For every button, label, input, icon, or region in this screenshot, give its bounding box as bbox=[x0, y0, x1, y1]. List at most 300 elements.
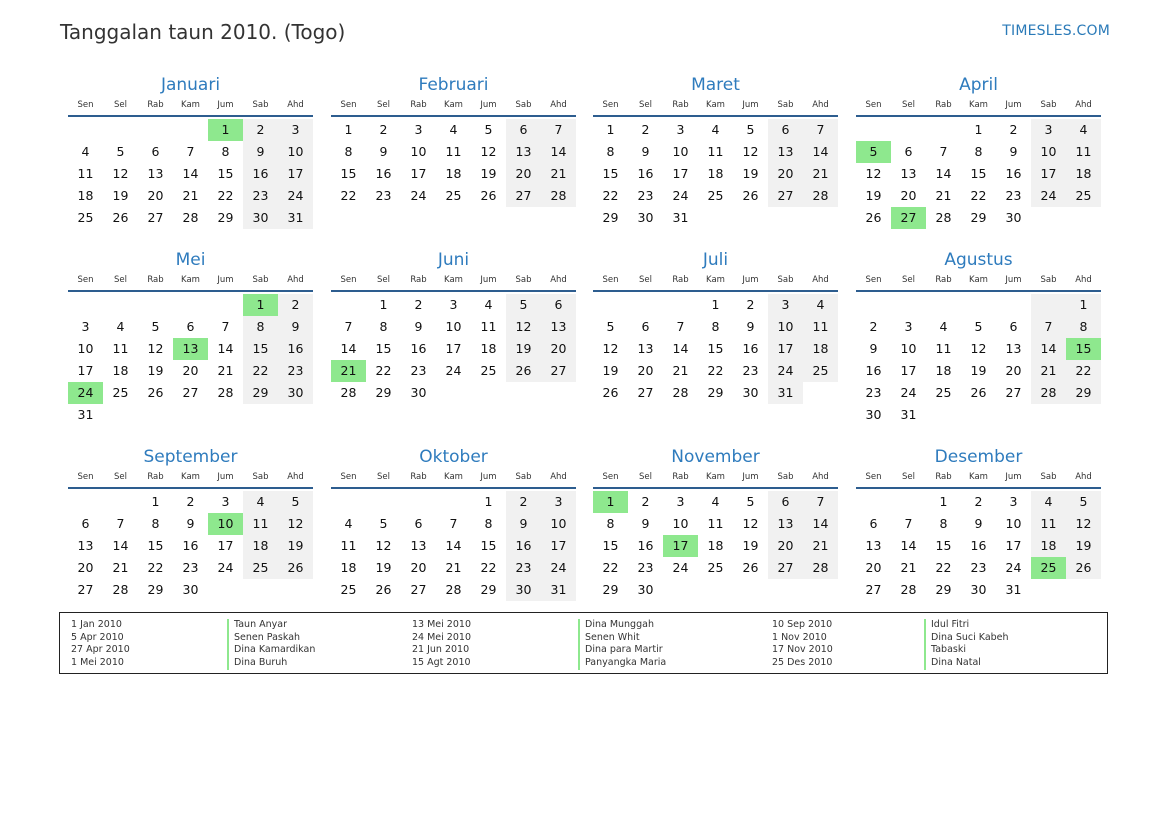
day-cell: 6 bbox=[1009, 319, 1018, 334]
day-cell: 4 bbox=[344, 516, 353, 531]
days-grid bbox=[593, 491, 838, 601]
weekday-label: Sab bbox=[777, 472, 794, 482]
weekday-label: Ahd bbox=[550, 100, 567, 110]
day-cell: 11 bbox=[112, 341, 129, 356]
day-cell: 13 bbox=[541, 316, 576, 338]
day-cell: 21 bbox=[803, 163, 838, 185]
empty-cell bbox=[1031, 579, 1066, 601]
legend-dates-column bbox=[412, 619, 471, 670]
day-cell: 25 bbox=[803, 360, 838, 382]
empty-cell bbox=[138, 294, 173, 316]
legend-holiday-name: Dina Natal bbox=[924, 657, 1009, 670]
day-cell: 22 bbox=[243, 360, 278, 382]
day-cell: 28 bbox=[803, 557, 838, 579]
day-cell: 15 bbox=[970, 166, 987, 181]
day-cell: 19 bbox=[1066, 535, 1101, 557]
empty-cell bbox=[436, 491, 471, 513]
legend-date: 25 Des 2010 bbox=[772, 657, 833, 669]
month-agustus bbox=[856, 249, 1101, 426]
day-cell: 11 bbox=[707, 516, 724, 531]
day-cell: 11 bbox=[340, 538, 357, 553]
day-cell: 5 bbox=[606, 319, 615, 334]
legend-holiday-name: Tabaski bbox=[924, 644, 1009, 657]
day-cell: 24 bbox=[768, 360, 803, 382]
day-cell: 30 bbox=[1005, 210, 1022, 225]
day-cell: 18 bbox=[707, 166, 724, 181]
day-cell: 27 bbox=[147, 210, 164, 225]
legend-date: 24 Mei 2010 bbox=[412, 631, 471, 643]
day-cell: 8 bbox=[484, 516, 493, 531]
weekday-header bbox=[68, 98, 313, 117]
day-cell: 25 bbox=[935, 385, 952, 400]
day-cell: 17 bbox=[77, 363, 94, 378]
month-title: November bbox=[671, 447, 760, 467]
day-cell: 27 bbox=[891, 207, 926, 229]
month-juli bbox=[593, 249, 838, 404]
day-cell: 23 bbox=[278, 360, 313, 382]
day-cell: 6 bbox=[768, 119, 803, 141]
days-grid bbox=[593, 119, 838, 229]
weekday-label: Sen bbox=[602, 275, 619, 285]
day-cell: 5 bbox=[278, 491, 313, 513]
day-cell: 1 bbox=[208, 119, 243, 141]
day-cell: 27 bbox=[541, 360, 576, 382]
day-cell: 2 bbox=[1009, 122, 1018, 137]
day-cell: 6 bbox=[768, 491, 803, 513]
day-cell: 12 bbox=[1066, 513, 1101, 535]
day-cell: 27 bbox=[77, 582, 94, 597]
day-cell: 9 bbox=[641, 144, 650, 159]
day-cell: 28 bbox=[1031, 382, 1066, 404]
day-cell: 15 bbox=[217, 166, 234, 181]
weekday-label: Jum bbox=[480, 275, 497, 285]
day-cell: 11 bbox=[77, 166, 94, 181]
day-cell: 19 bbox=[480, 166, 497, 181]
weekday-label: Rab bbox=[410, 472, 427, 482]
day-cell: 12 bbox=[480, 144, 497, 159]
legend-names-column bbox=[924, 619, 1009, 670]
legend-date: 1 Jan 2010 bbox=[71, 619, 122, 630]
day-cell: 13 bbox=[506, 141, 541, 163]
day-cell: 23 bbox=[506, 557, 541, 579]
day-cell: 14 bbox=[112, 538, 129, 553]
weekday-header bbox=[68, 470, 313, 489]
day-cell: 20 bbox=[182, 363, 199, 378]
day-cell: 17 bbox=[410, 166, 427, 181]
day-cell: 13 bbox=[768, 513, 803, 535]
day-cell: 25 bbox=[77, 210, 94, 225]
day-cell: 16 bbox=[637, 538, 654, 553]
day-cell: 16 bbox=[970, 538, 987, 553]
day-cell: 1 bbox=[344, 122, 353, 137]
day-cell: 15 bbox=[243, 338, 278, 360]
day-cell: 29 bbox=[935, 582, 952, 597]
day-cell: 4 bbox=[1031, 491, 1066, 513]
empty-cell bbox=[243, 579, 278, 601]
empty-cell bbox=[996, 294, 1031, 316]
day-cell: 16 bbox=[278, 338, 313, 360]
day-cell: 22 bbox=[217, 188, 234, 203]
legend-holiday-name: Idul Fitri bbox=[924, 619, 1009, 632]
day-cell: 26 bbox=[1066, 557, 1101, 579]
day-cell: 31 bbox=[768, 382, 803, 404]
day-cell: 18 bbox=[803, 338, 838, 360]
empty-cell bbox=[803, 207, 838, 229]
weekday-label: Rab bbox=[935, 275, 952, 285]
day-cell: 18 bbox=[1031, 535, 1066, 557]
empty-cell bbox=[856, 491, 891, 513]
day-cell: 12 bbox=[970, 341, 987, 356]
empty-cell bbox=[996, 404, 1031, 426]
day-cell: 20 bbox=[410, 560, 427, 575]
day-cell: 23 bbox=[742, 363, 759, 378]
site-link[interactable]: TIMESLES.COM bbox=[1002, 23, 1110, 39]
empty-cell bbox=[243, 404, 278, 426]
weekday-label: Sel bbox=[902, 472, 915, 482]
day-cell: 10 bbox=[1031, 141, 1066, 163]
weekday-label: Sel bbox=[639, 100, 652, 110]
day-cell: 12 bbox=[742, 516, 759, 531]
day-cell: 14 bbox=[445, 538, 462, 553]
day-cell: 18 bbox=[243, 535, 278, 557]
day-cell: 20 bbox=[1005, 363, 1022, 378]
day-cell: 24 bbox=[445, 363, 462, 378]
day-cell: 10 bbox=[278, 141, 313, 163]
legend-date: 27 Apr 2010 bbox=[71, 644, 130, 656]
day-cell: 14 bbox=[340, 341, 357, 356]
day-cell: 18 bbox=[77, 188, 94, 203]
weekday-label: Rab bbox=[147, 472, 164, 482]
day-cell: 13 bbox=[768, 141, 803, 163]
day-cell: 26 bbox=[112, 210, 129, 225]
legend-dates-column bbox=[71, 619, 130, 670]
day-cell: 12 bbox=[112, 166, 129, 181]
day-cell: 25 bbox=[1066, 185, 1101, 207]
weekday-label: Sel bbox=[377, 100, 390, 110]
weekday-label: Sab bbox=[515, 472, 532, 482]
empty-cell bbox=[366, 491, 401, 513]
empty-cell bbox=[173, 294, 208, 316]
day-cell: 30 bbox=[410, 385, 427, 400]
day-cell: 20 bbox=[506, 163, 541, 185]
day-cell: 3 bbox=[414, 122, 423, 137]
day-cell: 20 bbox=[865, 560, 882, 575]
day-cell: 8 bbox=[243, 316, 278, 338]
day-cell: 28 bbox=[541, 185, 576, 207]
day-cell: 30 bbox=[278, 382, 313, 404]
day-cell: 1 bbox=[484, 494, 493, 509]
day-cell: 14 bbox=[541, 141, 576, 163]
day-cell: 16 bbox=[742, 341, 759, 356]
weekday-label: Sel bbox=[639, 275, 652, 285]
day-cell: 22 bbox=[147, 560, 164, 575]
day-cell: 31 bbox=[278, 207, 313, 229]
day-cell: 13 bbox=[173, 338, 208, 360]
empty-cell bbox=[768, 579, 803, 601]
weekday-header bbox=[331, 470, 576, 489]
month-juni bbox=[331, 249, 576, 404]
day-cell: 6 bbox=[81, 516, 90, 531]
day-cell: 18 bbox=[480, 341, 497, 356]
day-cell: 28 bbox=[445, 582, 462, 597]
empty-cell bbox=[331, 491, 366, 513]
day-cell: 2 bbox=[379, 122, 388, 137]
day-cell: 5 bbox=[116, 144, 125, 159]
day-cell: 25 bbox=[445, 188, 462, 203]
legend-names-column bbox=[578, 619, 666, 670]
day-cell: 1 bbox=[939, 494, 948, 509]
day-cell: 26 bbox=[147, 385, 164, 400]
weekday-label: Ahd bbox=[287, 275, 304, 285]
weekday-label: Sel bbox=[377, 275, 390, 285]
month-september bbox=[68, 446, 313, 601]
empty-cell bbox=[961, 404, 996, 426]
day-cell: 22 bbox=[707, 363, 724, 378]
weekday-label: Sab bbox=[515, 275, 532, 285]
month-title: Februari bbox=[418, 75, 489, 95]
day-cell: 26 bbox=[480, 188, 497, 203]
day-cell: 13 bbox=[410, 538, 427, 553]
weekday-label: Sel bbox=[377, 472, 390, 482]
day-cell: 14 bbox=[217, 341, 234, 356]
day-cell: 5 bbox=[746, 122, 755, 137]
weekday-label: Sel bbox=[639, 472, 652, 482]
days-grid bbox=[68, 294, 313, 426]
day-cell: 21 bbox=[445, 560, 462, 575]
legend-holiday-name: Dina Munggah bbox=[578, 619, 666, 632]
day-cell: 1 bbox=[974, 122, 983, 137]
day-cell: 25 bbox=[707, 188, 724, 203]
day-cell: 16 bbox=[1005, 166, 1022, 181]
day-cell: 27 bbox=[182, 385, 199, 400]
empty-cell bbox=[1066, 404, 1101, 426]
day-cell: 30 bbox=[243, 207, 278, 229]
day-cell: 23 bbox=[410, 363, 427, 378]
day-cell: 26 bbox=[506, 360, 541, 382]
legend-date: 1 Mei 2010 bbox=[71, 657, 124, 669]
day-cell: 1 bbox=[711, 297, 720, 312]
day-cell: 19 bbox=[602, 363, 619, 378]
weekday-label: Kam bbox=[181, 100, 200, 110]
month-title: Oktober bbox=[419, 447, 488, 467]
day-cell: 23 bbox=[243, 185, 278, 207]
holiday-legend bbox=[59, 612, 1108, 674]
day-cell: 24 bbox=[278, 185, 313, 207]
empty-cell bbox=[471, 382, 506, 404]
legend-holiday-name: Senen Paskah bbox=[227, 632, 315, 645]
empty-cell bbox=[278, 404, 313, 426]
month-februari bbox=[331, 74, 576, 207]
day-cell: 27 bbox=[865, 582, 882, 597]
day-cell: 25 bbox=[112, 385, 129, 400]
weekday-label: Kam bbox=[444, 472, 463, 482]
weekday-label: Rab bbox=[147, 275, 164, 285]
days-grid bbox=[68, 119, 313, 229]
day-cell: 4 bbox=[1066, 119, 1101, 141]
day-cell: 19 bbox=[112, 188, 129, 203]
day-cell: 23 bbox=[182, 560, 199, 575]
empty-cell bbox=[768, 207, 803, 229]
day-cell: 4 bbox=[243, 491, 278, 513]
day-cell: 17 bbox=[663, 535, 698, 557]
day-cell: 22 bbox=[340, 188, 357, 203]
day-cell: 5 bbox=[1066, 491, 1101, 513]
day-cell: 16 bbox=[865, 363, 882, 378]
day-cell: 10 bbox=[672, 516, 689, 531]
month-desember bbox=[856, 446, 1101, 601]
day-cell: 9 bbox=[1009, 144, 1018, 159]
weekday-label: Ahd bbox=[812, 472, 829, 482]
month-title: Desember bbox=[934, 447, 1023, 467]
day-cell: 10 bbox=[77, 341, 94, 356]
day-cell: 3 bbox=[221, 494, 230, 509]
weekday-label: Sen bbox=[602, 472, 619, 482]
day-cell: 24 bbox=[541, 557, 576, 579]
day-cell: 11 bbox=[445, 144, 462, 159]
day-cell: 14 bbox=[803, 141, 838, 163]
day-cell: 23 bbox=[375, 188, 392, 203]
day-cell: 30 bbox=[742, 385, 759, 400]
weekday-label: Sen bbox=[77, 275, 94, 285]
day-cell: 18 bbox=[445, 166, 462, 181]
day-cell: 17 bbox=[541, 535, 576, 557]
day-cell: 21 bbox=[541, 163, 576, 185]
weekday-label: Jum bbox=[742, 275, 759, 285]
empty-cell bbox=[663, 294, 698, 316]
day-cell: 1 bbox=[1066, 294, 1101, 316]
empty-cell bbox=[103, 294, 138, 316]
day-cell: 21 bbox=[1031, 360, 1066, 382]
day-cell: 3 bbox=[676, 494, 685, 509]
empty-cell bbox=[103, 404, 138, 426]
day-cell: 30 bbox=[182, 582, 199, 597]
day-cell: 28 bbox=[340, 385, 357, 400]
month-januari bbox=[68, 74, 313, 229]
day-cell: 29 bbox=[147, 582, 164, 597]
weekday-label: Jum bbox=[480, 472, 497, 482]
day-cell: 22 bbox=[1066, 360, 1101, 382]
day-cell: 8 bbox=[151, 516, 160, 531]
legend-holiday-name: Senen Whit bbox=[578, 632, 666, 645]
day-cell: 19 bbox=[742, 538, 759, 553]
month-title: April bbox=[959, 75, 998, 95]
day-cell: 16 bbox=[410, 341, 427, 356]
day-cell: 19 bbox=[506, 338, 541, 360]
day-cell: 7 bbox=[939, 144, 948, 159]
weekday-label: Sen bbox=[340, 100, 357, 110]
days-grid bbox=[593, 294, 838, 404]
day-cell: 27 bbox=[768, 185, 803, 207]
weekday-label: Sab bbox=[777, 100, 794, 110]
empty-cell bbox=[1031, 404, 1066, 426]
day-cell: 31 bbox=[77, 407, 94, 422]
day-cell: 4 bbox=[939, 319, 948, 334]
day-cell: 4 bbox=[711, 494, 720, 509]
day-cell: 29 bbox=[243, 382, 278, 404]
empty-cell bbox=[331, 294, 366, 316]
days-grid bbox=[331, 491, 576, 601]
day-cell: 6 bbox=[151, 144, 160, 159]
weekday-label: Sab bbox=[1040, 275, 1057, 285]
day-cell: 2 bbox=[746, 297, 755, 312]
weekday-label: Rab bbox=[672, 275, 689, 285]
day-cell: 24 bbox=[410, 188, 427, 203]
weekday-label: Ahd bbox=[1075, 100, 1092, 110]
empty-cell bbox=[891, 294, 926, 316]
days-grid bbox=[856, 119, 1101, 229]
weekday-label: Ahd bbox=[1075, 275, 1092, 285]
day-cell: 30 bbox=[506, 579, 541, 601]
page-title: Tanggalan taun 2010. (Togo) bbox=[60, 20, 346, 44]
weekday-label: Rab bbox=[410, 275, 427, 285]
day-cell: 25 bbox=[243, 557, 278, 579]
day-cell: 26 bbox=[865, 210, 882, 225]
day-cell: 9 bbox=[379, 144, 388, 159]
weekday-header bbox=[593, 470, 838, 489]
day-cell: 4 bbox=[81, 144, 90, 159]
day-cell: 12 bbox=[506, 316, 541, 338]
day-cell: 22 bbox=[935, 560, 952, 575]
legend-dates-column bbox=[772, 619, 833, 670]
day-cell: 12 bbox=[375, 538, 392, 553]
weekday-label: Jum bbox=[217, 472, 234, 482]
weekday-label: Sel bbox=[114, 275, 127, 285]
day-cell: 30 bbox=[637, 210, 654, 225]
day-cell: 15 bbox=[602, 166, 619, 181]
weekday-label: Rab bbox=[672, 472, 689, 482]
day-cell: 10 bbox=[768, 316, 803, 338]
day-cell: 2 bbox=[641, 494, 650, 509]
empty-cell bbox=[1031, 207, 1066, 229]
empty-cell bbox=[1031, 294, 1066, 316]
legend-holiday-name: Dina para Martir bbox=[578, 644, 666, 657]
day-cell: 4 bbox=[116, 319, 125, 334]
empty-cell bbox=[663, 579, 698, 601]
day-cell: 24 bbox=[1005, 560, 1022, 575]
day-cell: 6 bbox=[541, 294, 576, 316]
day-cell: 7 bbox=[803, 491, 838, 513]
day-cell: 3 bbox=[676, 122, 685, 137]
day-cell: 15 bbox=[480, 538, 497, 553]
day-cell: 17 bbox=[900, 363, 917, 378]
day-cell: 27 bbox=[1005, 385, 1022, 400]
month-title: Mei bbox=[175, 250, 206, 270]
empty-cell bbox=[628, 294, 663, 316]
day-cell: 20 bbox=[768, 163, 803, 185]
day-cell: 9 bbox=[186, 516, 195, 531]
empty-cell bbox=[436, 382, 471, 404]
day-cell: 28 bbox=[672, 385, 689, 400]
day-cell: 15 bbox=[340, 166, 357, 181]
day-cell: 8 bbox=[974, 144, 983, 159]
day-cell: 20 bbox=[768, 535, 803, 557]
day-cell: 10 bbox=[208, 513, 243, 535]
day-cell: 29 bbox=[602, 210, 619, 225]
day-cell: 26 bbox=[742, 188, 759, 203]
weekday-label: Ahd bbox=[550, 472, 567, 482]
empty-cell bbox=[926, 294, 961, 316]
day-cell: 9 bbox=[506, 513, 541, 535]
empty-cell bbox=[926, 119, 961, 141]
day-cell: 22 bbox=[480, 560, 497, 575]
day-cell: 6 bbox=[641, 319, 650, 334]
weekday-label: Kam bbox=[706, 275, 725, 285]
empty-cell bbox=[891, 491, 926, 513]
legend-holiday-name: Dina Kamardikan bbox=[227, 644, 315, 657]
day-cell: 5 bbox=[746, 494, 755, 509]
day-cell: 31 bbox=[541, 579, 576, 601]
day-cell: 13 bbox=[77, 538, 94, 553]
